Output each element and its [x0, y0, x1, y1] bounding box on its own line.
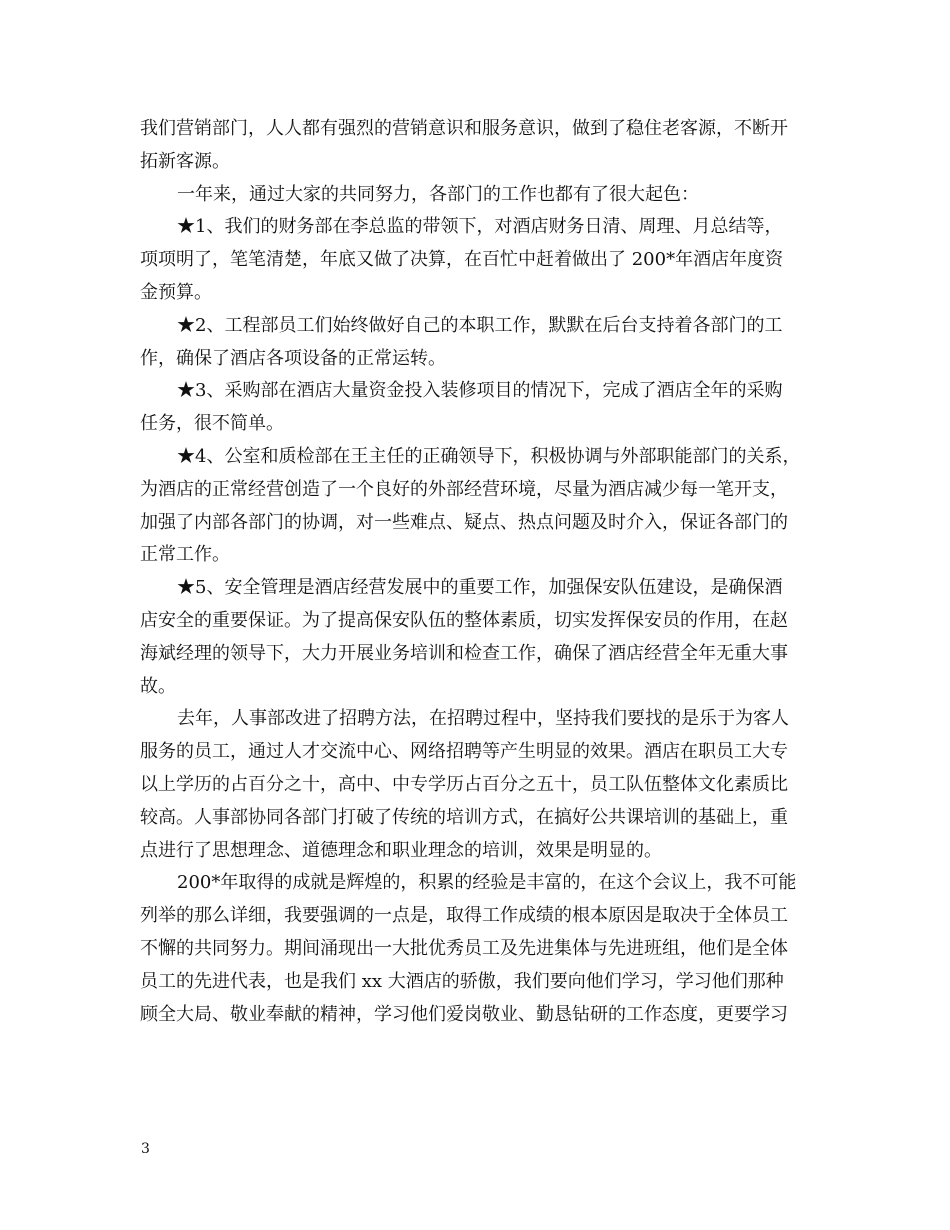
text-line: 海斌经理的领导下，大力开展业务培训和检查工作，确保了酒店经营全年无重大事 — [140, 642, 788, 664]
paragraph-intro — [140, 179, 825, 212]
paragraph-item-3 — [140, 375, 825, 441]
paragraph-continuation — [140, 113, 825, 179]
paragraph-item-5 — [140, 572, 825, 703]
text-line: 去年，人事部改进了招聘方法，在招聘过程中，坚持我们要找的是乐于为客人 — [177, 708, 789, 730]
text-line: 以上学历的占百分之十，高中、中专学历占百分之五十，员工队伍整体文化素质比 — [140, 773, 788, 795]
text-line: 任务，很不简单。 — [140, 413, 284, 435]
paragraph-item-2 — [140, 310, 825, 376]
text-line: 服务的员工，通过人才交流中心、网络招聘等产生明显的效果。酒店在职员工大专 — [140, 741, 788, 763]
text-line: 顾全大局、敬业奉献的精神，学习他们爱岗敬业、勤恳钻研的工作态度，更要学习 — [140, 1003, 788, 1025]
text-line: 店安全的重要保证。为了提高保安队伍的整体素质，切实发挥保安员的作用，在赵 — [140, 609, 788, 631]
text-line: 为酒店的正常经营创造了一个良好的外部经营环境，尽量为酒店减少每一笔开支， — [140, 478, 788, 500]
paragraph-item-4 — [140, 441, 825, 572]
text-line: 故。 — [140, 675, 176, 697]
text-line: 作，确保了酒店各项设备的正常运转。 — [140, 347, 446, 369]
text-line: 不懈的共同努力。期间涌现出一大批优秀员工及先进集体与先进班组，他们是全体 — [140, 937, 788, 959]
text-line: 我们营销部门，人人都有强烈的营销意识和服务意识，做到了稳住老客源，不断开 — [140, 118, 788, 139]
paragraph-hr — [140, 703, 825, 867]
text-line: 正常工作。 — [140, 544, 230, 566]
text-line: ★1、我们的财务部在李总监的带领下，对酒店财务日清、周理、月总结等， — [177, 216, 783, 238]
text-line: ★2、工程部员工们始终做好自己的本职工作，默默在后台支持着各部门的工 — [177, 314, 783, 336]
paragraph-achievements — [140, 867, 825, 1031]
text-line: 一年来，通过大家的共同努力，各部门的工作也都有了很大起色： — [177, 183, 699, 205]
text-line: 金预算。 — [140, 281, 212, 303]
text-line: ★3、采购部在酒店大量资金投入装修项目的情况下，完成了酒店全年的采购 — [177, 380, 783, 402]
text-line: 点进行了思想理念、道德理念和职业理念的培训，效果是明显的。 — [140, 839, 662, 861]
text-line: 200*年取得的成就是辉煌的，积累的经验是丰富的，在这个会议上，我不可能 — [177, 872, 797, 894]
text-line: 拓新客源。 — [140, 150, 230, 172]
page-number: 3 — [141, 1141, 150, 1157]
text-line: 加强了内部各部门的协调，对一些难点、疑点、热点问题及时介入，保证各部门的 — [140, 511, 788, 533]
text-line: 列举的那么详细，我要强调的一点是，取得工作成绩的根本原因是取决于全体员工 — [140, 905, 788, 927]
text-line: 项项明了，笔笔清楚，年底又做了决算，在百忙中赶着做出了 200*年酒店年度资 — [140, 249, 784, 271]
text-line: ★4、公室和质检部在王主任的正确领导下，积极协调与外部职能部门的关系， — [177, 445, 801, 467]
text-line: 较高。人事部协同各部门打破了传统的培训方式，在搞好公共课培训的基础上，重 — [140, 806, 788, 828]
document-body — [140, 113, 825, 1031]
text-line: ★5、安全管理是酒店经营发展中的重要工作，加强保安队伍建设，是确保酒 — [177, 577, 783, 599]
paragraph-item-1 — [140, 211, 825, 309]
text-line: 员工的先进代表，也是我们 xx 大酒店的骄傲，我们要向他们学习，学习他们那种 — [140, 970, 784, 992]
